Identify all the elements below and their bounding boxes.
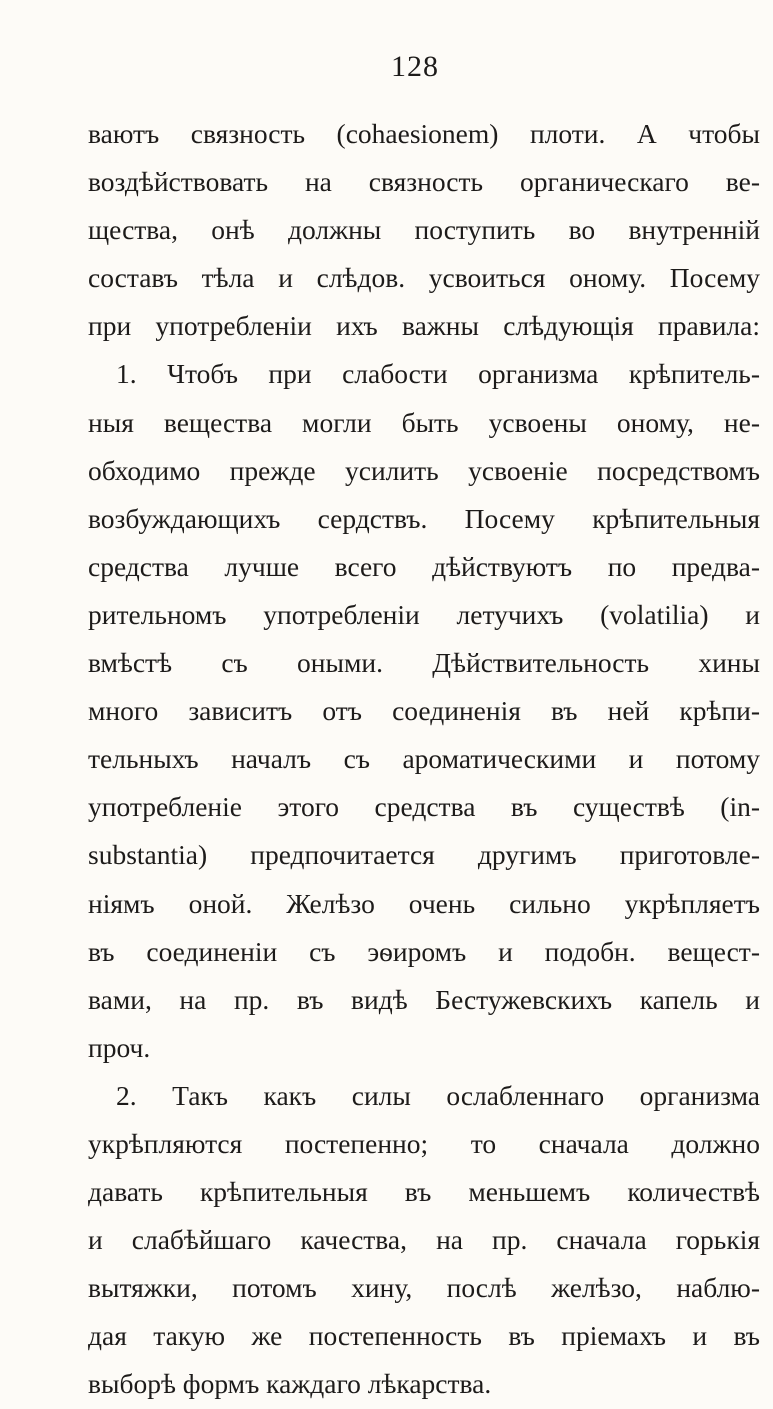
- text-line: давать крѣпительныя въ меньшемъ количествѣ: [88, 1176, 760, 1208]
- paragraph-2-end: выборѣ формъ каждаго лѣкарства.: [88, 1368, 492, 1400]
- text-line: при употребленіи ихъ важны слѣдующія правила:: [88, 310, 760, 342]
- text-line: вытяжки, потомъ хину, послѣ желѣзо, наблю-: [88, 1272, 760, 1304]
- text-line: substantia) предпочитается другимъ приготовле-: [88, 839, 760, 871]
- text-line: возбуждающихъ сердствъ. Посему крѣпительныя: [88, 502, 760, 534]
- paragraph-1-end: проч.: [88, 1031, 151, 1063]
- page-number: 128: [391, 50, 439, 83]
- text-line: дая такую же постепенность въ пріемахъ и въ: [88, 1320, 760, 1352]
- body-text: [88, 110, 760, 1409]
- text-line: и слабѣйшаго качества, на пр. сначала горькія: [88, 1224, 760, 1256]
- text-line: ныя вещества могли быть усвоены оному, не-: [88, 406, 760, 438]
- text-line: употребленіе этого средства въ существѣ (in-: [88, 791, 760, 823]
- text-line: ніямъ оной. Желѣзо очень сильно укрѣпляетъ: [88, 887, 760, 919]
- text-line: щества, онѣ должны поступить во внутренній: [88, 214, 760, 246]
- text-line: много зависитъ отъ соединенія въ ней крѣпи-: [88, 695, 760, 727]
- text-line: въ соединеніи съ эѳиромъ и подобн. вещест-: [88, 935, 760, 967]
- text-line: составъ тѣла и слѣдов. усвоиться оному. Посему: [88, 262, 760, 294]
- text-line: воздѣйствовать на связность органическаго ве-: [88, 166, 760, 198]
- paragraph-1-start: 1. Чтобъ при слабости организма крѣпитель-: [116, 358, 760, 390]
- text-line: укрѣпляются постепенно; то сначала должно: [88, 1127, 760, 1159]
- paragraph-2-start: 2. Такъ какъ силы ослабленнаго организма: [116, 1079, 760, 1111]
- text-line: вмѣстѣ съ оными. Дѣйствительность хины: [88, 647, 760, 679]
- text-line: вами, на пр. въ видѣ Бестужевскихъ капель и: [88, 983, 760, 1015]
- text-line: тельныхъ началъ съ ароматическими и потому: [88, 743, 760, 775]
- text-line: средства лучше всего дѣйствуютъ по предва-: [88, 550, 760, 582]
- text-line: обходимо прежде усилить усвоеніе посредствомъ: [88, 454, 760, 486]
- text-line: рительномъ употребленіи летучихъ (volatilia) и: [88, 598, 760, 630]
- text-line: ваютъ связность (cohaesionem) плоти. А чтобы: [88, 118, 760, 149]
